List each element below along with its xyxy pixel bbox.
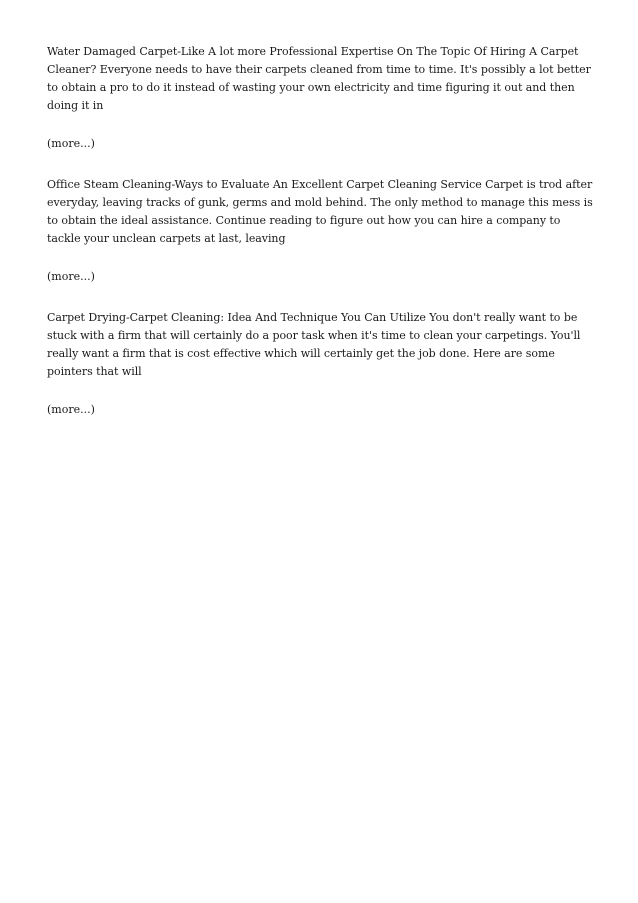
article-entry-water-damaged-carpet: [47, 43, 597, 153]
article-excerpt: Carpet Drying-Carpet Cleaning: Idea And Technique You Can Utilize You don't really want to be stuck with a firm that will certainly do a poor task when it's time to clean your carpetings. You'll really want a firm that is cost effective which will certainly get the job done. Here are some pointers that will: [47, 311, 581, 378]
article-excerpt: Office Steam Cleaning-Ways to Evaluate An Excellent Carpet Cleaning Service Carpet is trod after everyday, leaving tracks of gunk, germs and mold behind. The only method to manage this mess is to obtain the ideal assistance. Continue reading to figure out how you can hire a company to tackle your unclean carpets at last, leaving: [47, 178, 593, 245]
read-more-link[interactable]: (more...): [47, 403, 95, 416]
document-page: [47, 43, 597, 419]
article-excerpt: Water Damaged Carpet-Like A lot more Professional Expertise On The Topic Of Hiring A Carpet Cleaner? Everyone needs to have their carpets cleaned from time to time. It's possibly a lot better to obtain a pro to do it instead of wasting your own electricity and time figuring it out and then doing it in: [47, 45, 591, 112]
article-entry-carpet-drying: [47, 309, 597, 419]
read-more-link[interactable]: (more...): [47, 270, 95, 283]
article-entry-office-steam-cleaning: [47, 176, 597, 286]
read-more-link[interactable]: (more...): [47, 137, 95, 150]
